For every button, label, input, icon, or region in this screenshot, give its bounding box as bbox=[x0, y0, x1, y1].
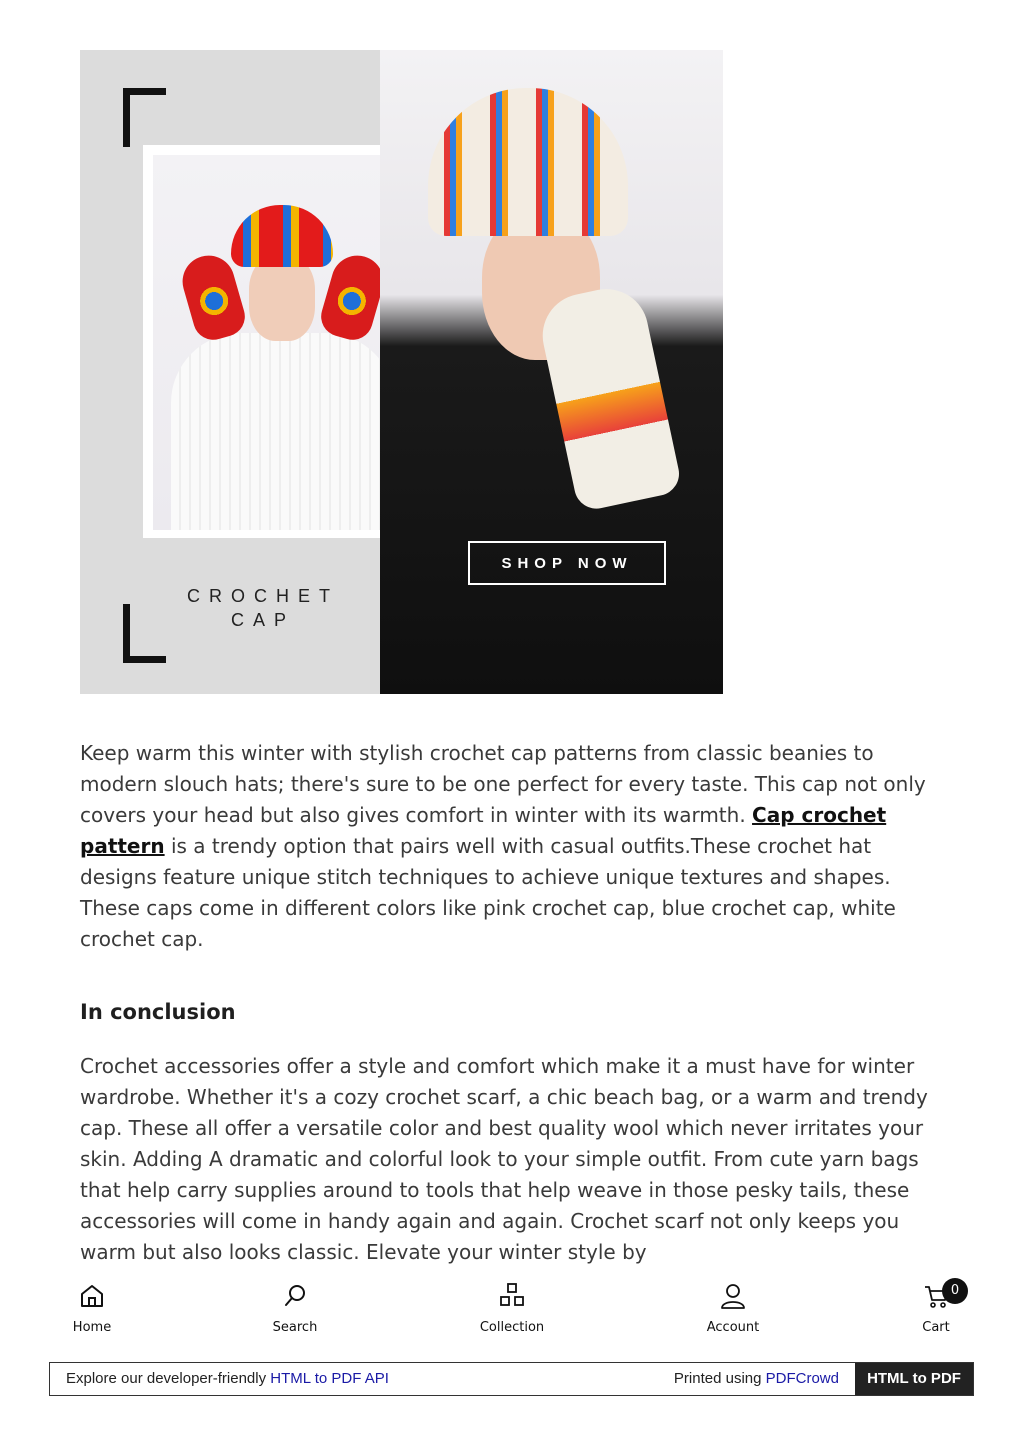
paragraph-1-text-a: Keep warm this winter with stylish crochet cap patterns from classic beanies to modern slouch hats; there's sure to be one perfect for every taste. This cap not only covers your head but also gives comfort in winter with its warmth. bbox=[80, 741, 926, 827]
banner-left-panel bbox=[80, 50, 380, 694]
section-heading: In conclusion bbox=[80, 1000, 236, 1024]
banner-right-photo bbox=[380, 50, 723, 694]
caption-line-1: CROCHET bbox=[187, 586, 339, 606]
nav-search-label: Search bbox=[272, 1320, 318, 1335]
search-icon bbox=[281, 1282, 309, 1310]
account-icon bbox=[719, 1282, 747, 1310]
footer-explore-text: Explore our developer-friendly bbox=[66, 1370, 271, 1387]
footer-right-text bbox=[674, 1363, 839, 1395]
nav-account[interactable] bbox=[678, 1282, 788, 1335]
model-face bbox=[249, 255, 315, 341]
nav-cart[interactable] bbox=[881, 1282, 991, 1335]
caption-line-2: CAP bbox=[230, 610, 295, 630]
hero-banner[interactable] bbox=[80, 50, 723, 694]
white-sweater bbox=[171, 333, 395, 530]
nav-cart-label: Cart bbox=[922, 1320, 950, 1335]
collection-icon bbox=[498, 1282, 526, 1310]
white-crochet-cap bbox=[428, 88, 628, 236]
paragraph-1-text-b: is a trendy option that pairs well with casual outfits.These crochet hat designs feature unique stitch techniques to achieve unique textures and shapes. These caps come in different colors like pink crochet cap, blue crochet cap, white crochet cap. bbox=[80, 834, 896, 951]
nav-search[interactable] bbox=[240, 1282, 350, 1335]
inset-photo-red-cap bbox=[153, 155, 411, 530]
article-paragraph-1 bbox=[80, 738, 946, 955]
html-to-pdf-button[interactable]: HTML to PDF bbox=[855, 1363, 973, 1395]
nav-home-label: Home bbox=[72, 1320, 112, 1335]
red-crochet-cap bbox=[231, 205, 333, 267]
corner-bracket-bottom bbox=[123, 604, 166, 663]
footer-left-text bbox=[66, 1363, 389, 1395]
crochet-glove bbox=[535, 281, 683, 512]
nav-home[interactable] bbox=[37, 1282, 147, 1335]
pdf-footer-bar bbox=[49, 1362, 974, 1396]
footer-printed-text: Printed using bbox=[673, 1370, 766, 1387]
nav-collection-label: Collection bbox=[479, 1320, 545, 1335]
banner-caption bbox=[170, 584, 356, 632]
corner-bracket-top bbox=[123, 88, 166, 147]
article-paragraph-2: Crochet accessories offer a style and comfort which make it a must have for winter wardrobe. Whether it's a cozy crochet scarf, a chic beach bag, or a warm and trendy cap. These all offer a versatile color and best quality wool which never irritates your skin. Adding A dramatic and colorful look to your simple outfit. From cute yarn bags that help carry supplies around to tools that help weave in those pesky tails, these accessories will come in handy again and again. Crochet scarf not only keeps you warm but also looks classic. Elevate your winter style by bbox=[80, 1054, 928, 1264]
shop-now-button[interactable]: SHOP NOW bbox=[468, 541, 666, 585]
nav-account-label: Account bbox=[706, 1320, 760, 1335]
cart-count-badge: 0 bbox=[942, 1278, 968, 1304]
home-icon bbox=[78, 1282, 106, 1310]
nav-collection[interactable] bbox=[457, 1282, 567, 1335]
pdfcrowd-link[interactable]: PDFCrowd bbox=[765, 1370, 839, 1387]
cap-crochet-pattern-link[interactable]: Cap crochet pattern bbox=[80, 803, 887, 858]
bottom-navigation bbox=[0, 1268, 1024, 1350]
html-to-pdf-api-link[interactable]: HTML to PDF API bbox=[270, 1370, 389, 1387]
